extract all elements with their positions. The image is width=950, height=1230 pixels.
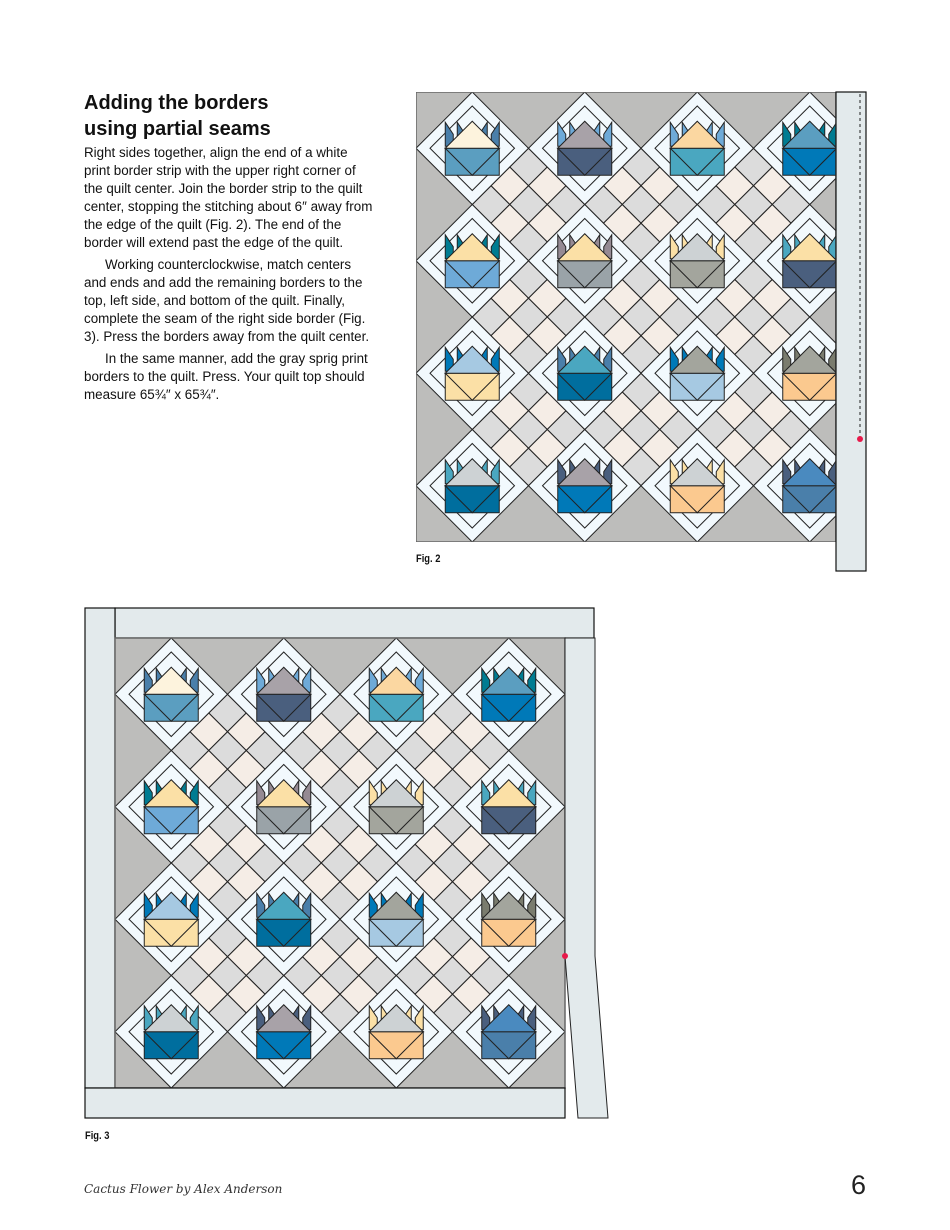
top-border-strip — [115, 608, 594, 638]
figure-3-quilt-diagram — [85, 608, 615, 1123]
bottom-border-strip — [85, 1088, 565, 1118]
quilt-center — [416, 92, 866, 542]
stitch-stop-marker — [562, 953, 568, 959]
figure-2-quilt-diagram — [416, 92, 876, 582]
left-border-strip — [85, 608, 115, 1088]
heading-line-1: Adding the borders — [84, 92, 269, 114]
paragraph-3: In the same manner, add the gray sprig print borders to the quilt. Press. Your quilt top should measure 65¾″ x 65¾″. — [84, 351, 368, 402]
section-heading — [84, 90, 384, 142]
footer-credit: Cactus Flower by Alex Anderson — [84, 1182, 283, 1196]
right-border-strip — [836, 92, 866, 571]
stitch-stop-marker — [857, 436, 863, 442]
quilt-center — [115, 638, 565, 1088]
instructions-text — [84, 144, 374, 408]
heading-line-2: using partial seams — [84, 118, 271, 140]
paragraph-2: Working counterclockwise, match centers and ends and add the remaining borders to the top, left side, and bottom of the quilt. Finally, complete the seam of the right side border (Fig. 3). Press the borders away from the quilt center. — [84, 257, 370, 344]
paragraph-1: Right sides together, align the end of a white print border strip with the upper right corner of the quilt center. Join the border strip to the quilt center, stopping the stitching about 6″ away from the edge of the quilt (Fig. 2). The end of the border will extend past the edge of the quilt. — [84, 145, 373, 250]
figure-2-label: Fig. 2 — [416, 553, 441, 565]
right-border-strip-folded — [565, 638, 608, 1118]
page-number: 6 — [851, 1170, 867, 1200]
figure-3-label: Fig. 3 — [85, 1130, 110, 1142]
